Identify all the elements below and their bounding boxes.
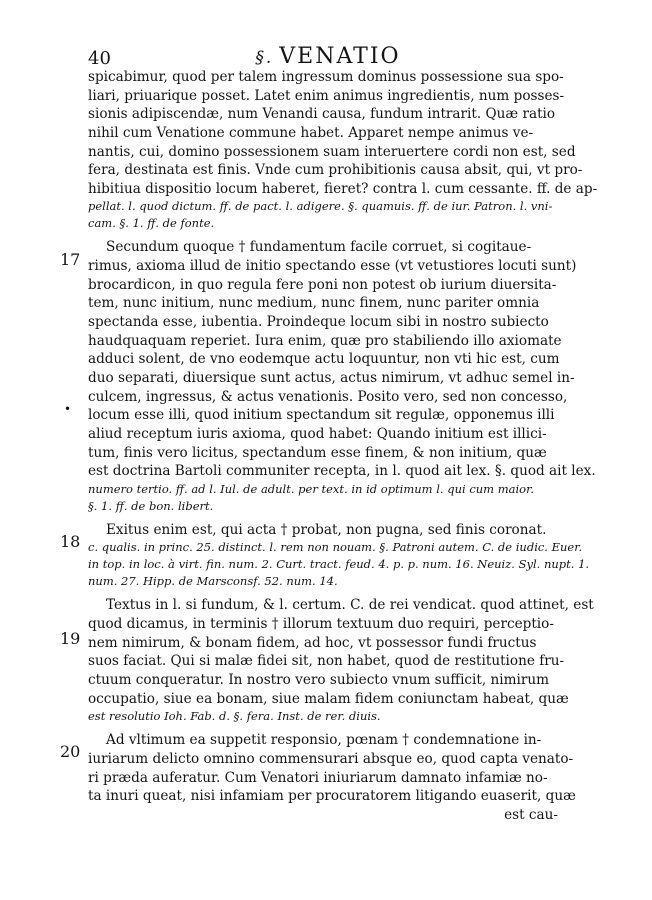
text-line: occupatio, siue ea bonam, siue malam fidem coniunctam habeat, quæ (88, 690, 569, 707)
margin-number-19: 19 (60, 629, 81, 648)
text-line: Exitus enim est, qui acta † probat, non pugna, sed finis coronat. (106, 521, 547, 538)
citation-line: est resolutio Ioh. Fab. d. §. fera. Inst. de rer. diuis. (88, 709, 381, 724)
text-line: fera, destinata est finis. Vnde cum prohibitionis causa absit, qui, vt pro- (88, 162, 583, 179)
text-line: tem, nunc initium, nunc medium, nunc finem, nunc pariter omnia (88, 295, 540, 312)
title-text: VENATIO (279, 44, 401, 69)
text-line: nem nimirum, & bonam fidem, ad hoc, vt possessor fundi fructus (88, 634, 537, 651)
margin-number-17: 17 (60, 250, 81, 269)
citation-line: num. 27. Hipp. de Marsconsf. 52. num. 14. (88, 574, 338, 589)
text-line: rimus, axioma illud de initio spectando esse (vt vetustiores locuti sunt) (88, 258, 577, 275)
text-line: tum, finis vero licitus, spectandum esse finem, & non initium, quæ (88, 444, 547, 461)
text-line: Ad vltimum ea suppetit responsio, pœnam † condemnatione in- (106, 732, 542, 749)
page-number: 40 (88, 48, 111, 69)
text-line: ctuum conqueratur. In nostro vero subiecto vnum sufficit, nimirum (88, 672, 549, 689)
citation-line: cam. §. 1. ff. de fonte. (88, 216, 215, 231)
text-line: suos faciat. Qui si malæ fidei sit, non habet, quod de restitutione fru- (88, 653, 565, 670)
text-line: brocardicon, in quo regula fere poni non potest ob iurium diuersita- (88, 276, 557, 293)
text-line: culcem, ingressus, & actus venationis. Posito vero, sed non concesso, (88, 388, 568, 405)
text-line: nantis, cui, domino possessionem suam interuertere cordi non est, sed (88, 143, 576, 160)
text-line: nihil cum Venatione commune habet. Apparet nempe animus ve- (88, 124, 534, 141)
citation-line: §. 1. ff. de bon. libert. (88, 498, 214, 513)
margin-number-20: 20 (60, 742, 81, 761)
section-sign: §. (255, 48, 274, 68)
text-line: quod dicamus, in terminis † illorum textuum duo requiri, perceptio- (88, 616, 554, 633)
text-line: est doctrina Bartoli communiter recepta, in l. quod ait lex. §. quod ait lex. (88, 463, 596, 480)
running-title (88, 44, 568, 69)
text-line: aliud receptum iuris axioma, quod habet: Quando initium est illici- (88, 425, 547, 442)
text-line: Secundum quoque † fundamentum facile corruet, si cogitaue- (106, 239, 532, 256)
citation-line: pellat. l. quod dictum. ff. de pact. l. adigere. §. quamuis. ff. de iur. Patron. l. vni- (88, 199, 553, 214)
text-line: adduci solent, de vno eodemque actu loquuntur, non vti hic est, cum (88, 351, 560, 368)
text-line: iuriarum delicto omnino commensurari absque eo, quod capta venato- (88, 750, 574, 767)
text-line: hibitiua dispositio locum haberet, fieret? contra l. cum cessante. ff. de ap- (88, 180, 598, 197)
text-line: locum esse illi, quod initium spectandum sit regulæ, opponemus illi (88, 407, 555, 424)
text-line: Textus in l. si fundum, & l. certum. C. de rei vendicat. quod attinet, est (106, 597, 594, 614)
text-line: haudquaquam reperiet. Iura enim, quæ pro stabiliendo illo axiomate (88, 332, 562, 349)
citation-line: c. qualis. in princ. 25. distinct. l. rem non nouam. §. Patroni autem. C. de iudic. Euer. (88, 540, 583, 555)
citation-line: numero tertio. ff. ad l. Iul. de adult. per text. in id optimum l. qui cum maior. (88, 481, 534, 496)
text-body (88, 68, 598, 825)
text-line: spicabimur, quod per talem ingressum dominus possessione sua spo- (88, 69, 564, 85)
text-line: spectanda esse, iubentia. Proindeque locum sibi in nostro subiecto (88, 314, 549, 331)
text-line: liari, priuarique posset. Latet enim animus ingredientis, num posses- (88, 87, 565, 104)
margin-number-18: 18 (60, 532, 81, 551)
paragraph-2 (88, 238, 596, 514)
text-line: ri præda auferatur. Cum Venatori iniuriarum damnato infamiæ no- (88, 769, 548, 786)
text-line: duo separati, diuersique sunt actus, actus nimirum, vt adhuc semel in- (88, 369, 575, 386)
paragraph-4 (88, 596, 594, 725)
citation-line: in top. in loc. à virt. fin. num. 2. Curt. tract. feud. 4. p. p. num. 16. Neuiz. Syl. nupt. 1. (88, 557, 590, 572)
text-line: ta inuri queat, nisi infamiam per procuratorem litigando euaserit, quæ (88, 788, 576, 805)
text-line: sionis adipiscendæ, num Venandi causa, fundum intrarit. Quæ ratio (88, 106, 556, 123)
paragraph-5 (88, 731, 576, 824)
paragraph-3 (88, 521, 590, 591)
paragraph-1 (88, 68, 598, 232)
margin-mark: • (64, 402, 72, 416)
catchword-line: est cau- (504, 806, 558, 823)
